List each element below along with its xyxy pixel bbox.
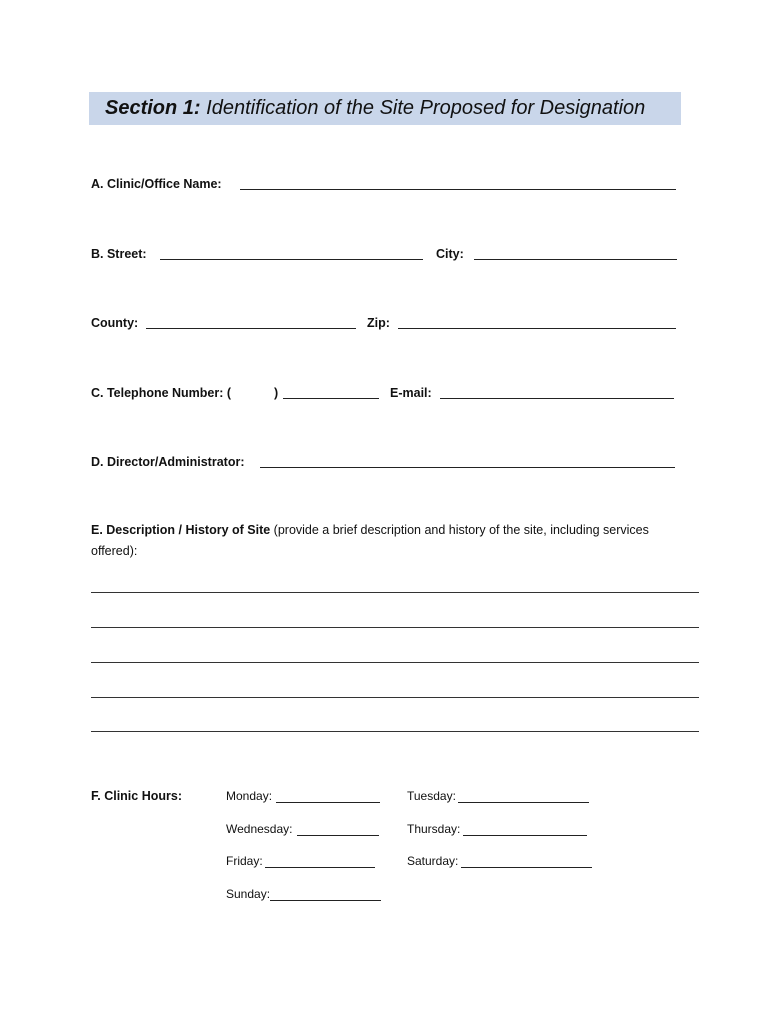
- friday-field[interactable]: [265, 867, 375, 868]
- street-field[interactable]: [160, 259, 423, 260]
- email-label: E-mail:: [390, 386, 432, 400]
- telephone-label: C. Telephone Number: (: [91, 386, 232, 400]
- monday-field[interactable]: [276, 802, 380, 803]
- description-line[interactable]: [91, 662, 699, 663]
- section-number: Section 1:: [105, 97, 201, 119]
- description-line[interactable]: [91, 731, 699, 732]
- section-title: Identification of the Site Proposed for Designation: [206, 97, 646, 119]
- wednesday-label: Wednesday:: [226, 822, 293, 836]
- monday-label: Monday:: [226, 789, 273, 803]
- friday-label: Friday:: [226, 854, 263, 868]
- description-line[interactable]: [91, 627, 699, 628]
- clinic-name-label: A. Clinic/Office Name:: [91, 177, 222, 191]
- description-prompt: [91, 520, 691, 562]
- city-field[interactable]: [474, 259, 677, 260]
- thursday-label: Thursday:: [407, 822, 461, 836]
- wednesday-field[interactable]: [297, 835, 379, 836]
- zip-label: Zip:: [367, 316, 390, 330]
- director-field[interactable]: [260, 467, 675, 468]
- description-line[interactable]: [91, 592, 699, 593]
- city-label: City:: [436, 247, 464, 261]
- section-header: [89, 92, 681, 125]
- email-field[interactable]: [440, 398, 674, 399]
- street-label: B. Street:: [91, 247, 147, 261]
- telephone-paren-close: ): [274, 386, 279, 400]
- clinic-hours-label: F. Clinic Hours:: [91, 789, 182, 803]
- clinic-name-field[interactable]: [240, 189, 676, 190]
- county-field[interactable]: [146, 328, 356, 329]
- tuesday-field[interactable]: [458, 802, 589, 803]
- director-label: D. Director/Administrator:: [91, 455, 245, 469]
- description-label: E. Description / History of Site: [91, 523, 271, 537]
- saturday-field[interactable]: [461, 867, 592, 868]
- tuesday-label: Tuesday:: [407, 789, 456, 803]
- description-note: (provide a brief description and history of the site, including services offered):: [91, 523, 649, 558]
- telephone-field[interactable]: [283, 398, 379, 399]
- county-label: County:: [91, 316, 139, 330]
- description-line[interactable]: [91, 697, 699, 698]
- saturday-label: Saturday:: [407, 854, 459, 868]
- thursday-field[interactable]: [463, 835, 587, 836]
- zip-field[interactable]: [398, 328, 676, 329]
- sunday-label: Sunday:: [226, 887, 271, 901]
- sunday-field[interactable]: [270, 900, 381, 901]
